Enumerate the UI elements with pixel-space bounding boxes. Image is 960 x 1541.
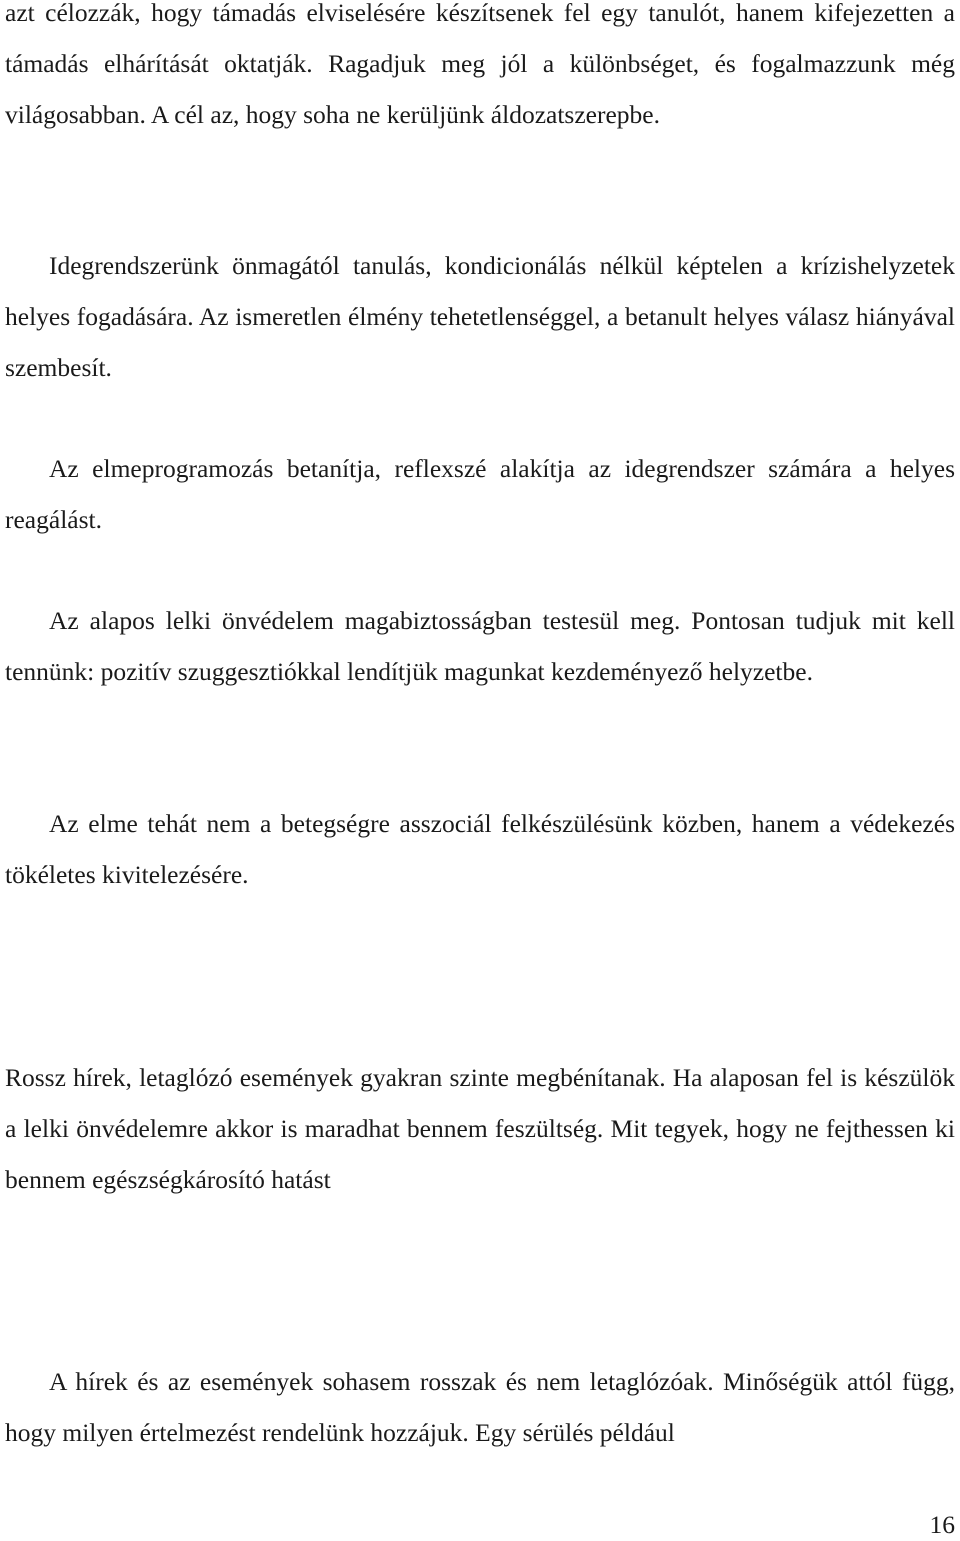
paragraph-6: Rossz hírek, letaglózó események gyakran szinte megbénítanak. Ha alaposan fel is készülök a lelki önvédelemre akkor is maradhat bennem feszültség. Mit tegyek, hogy ne fejthessen ki bennem egészségkárosító hatást <box>5 1063 955 1194</box>
paragraph-7: A hírek és az események sohasem rosszak és nem letaglózóak. Minőségük attól függ, hogy milyen értelmezést rendelünk hozzájuk. Egy sérülés például <box>5 1367 955 1447</box>
paragraph-1: azt célozzák, hogy támadás elviselésére készítsenek fel egy tanulót, hanem kifejezetten a támadás elhárítását oktatják. Ragadjuk meg jól a különbséget, és fogalmazzunk még világosabban. A cél az, hogy soha ne kerüljünk áldozatszerepbe. <box>5 0 955 129</box>
paragraph-4: Az alapos lelki önvédelem magabiztosságban testesül meg. Pontosan tudjuk mit kell tennünk: pozitív szuggesztiókkal lendítjük magunkat kezdeményező helyzetbe. <box>5 606 955 686</box>
page-number: 16 <box>929 1510 955 1539</box>
paragraph-3: Az elmeprogramozás betanítja, reflexszé alakítja az idegrendszer számára a helyes reagálást. <box>5 454 955 534</box>
paragraph-2: Idegrendszerünk önmagától tanulás, kondicionálás nélkül képtelen a krízishelyzetek helyes fogadására. Az ismeretlen élmény tehetetlenséggel, a betanult helyes válasz hiányával szembesít. <box>5 251 955 382</box>
paragraph-5: Az elme tehát nem a betegségre asszociál felkészülésünk közben, hanem a védekezés tökéletes kivitelezésére. <box>5 809 955 889</box>
